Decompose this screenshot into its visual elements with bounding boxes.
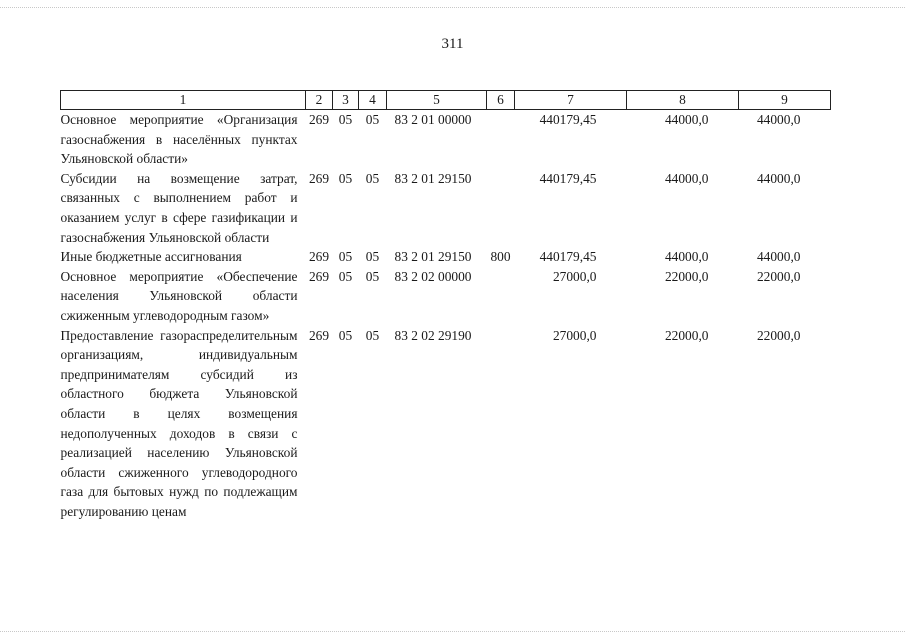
cell-target-code: 83 2 01 00000 bbox=[394, 112, 472, 127]
cell-section: 05 bbox=[338, 170, 353, 186]
table-row bbox=[61, 326, 831, 522]
page-number: 311 bbox=[441, 36, 464, 52]
column-header-1: 1 bbox=[61, 91, 306, 110]
cell-expense-type bbox=[487, 326, 515, 522]
cell-amount-9: 44000,0 bbox=[756, 249, 801, 265]
column-header-4: 4 bbox=[359, 91, 387, 110]
cell-amount-7: 27000,0 bbox=[552, 327, 597, 343]
cell-amount-9: 22000,0 bbox=[756, 327, 801, 343]
cell-target-code: 83 2 01 29150 bbox=[394, 249, 472, 265]
budget-table bbox=[60, 90, 831, 521]
cell-ministry: 269 bbox=[308, 170, 330, 186]
cell-amount-8: 22000,0 bbox=[664, 268, 709, 284]
column-header-6: 6 bbox=[487, 91, 515, 110]
column-header-8: 8 bbox=[627, 91, 739, 110]
cell-target-code: 83 2 02 29190 bbox=[394, 327, 472, 343]
cell-ministry: 269 bbox=[308, 268, 330, 284]
cell-subsection: 05 bbox=[365, 327, 380, 343]
cell-ministry: 269 bbox=[308, 249, 330, 265]
cell-ministry: 269 bbox=[308, 112, 330, 127]
cell-ministry: 269 bbox=[308, 327, 330, 343]
cell-target-code: 83 2 02 00000 bbox=[394, 268, 472, 284]
row-name: Иные бюджетные ассигнования bbox=[60, 249, 242, 265]
cell-subsection: 05 bbox=[365, 170, 380, 186]
row-name: Основное мероприятие «Организация газоснабжения в населённых пунктах Ульяновской области» bbox=[60, 112, 298, 167]
cell-subsection: 05 bbox=[365, 268, 380, 284]
cell-expense-type: 800 bbox=[490, 249, 511, 265]
scan-edge-bottom bbox=[0, 631, 905, 633]
row-name: Основное мероприятие «Обеспечение населения Ульяновской области сжиженным углеводородным газом» bbox=[60, 268, 298, 323]
cell-section: 05 bbox=[338, 249, 353, 265]
cell-amount-8: 44000,0 bbox=[664, 170, 709, 186]
cell-expense-type bbox=[487, 169, 515, 247]
table-row bbox=[61, 110, 831, 169]
scan-edge-top bbox=[0, 7, 905, 9]
cell-subsection: 05 bbox=[365, 112, 380, 127]
cell-amount-7: 440179,45 bbox=[539, 249, 597, 265]
cell-section: 05 bbox=[338, 327, 353, 343]
cell-expense-type bbox=[487, 110, 515, 169]
table-row bbox=[61, 169, 831, 247]
cell-expense-type bbox=[487, 267, 515, 326]
cell-section: 05 bbox=[338, 268, 353, 284]
column-header-7: 7 bbox=[515, 91, 627, 110]
column-header-2: 2 bbox=[306, 91, 333, 110]
cell-section: 05 bbox=[338, 112, 353, 127]
column-header-3: 3 bbox=[333, 91, 359, 110]
cell-amount-7: 440179,45 bbox=[539, 112, 597, 127]
cell-target-code: 83 2 01 29150 bbox=[394, 170, 472, 186]
cell-amount-7: 27000,0 bbox=[552, 268, 597, 284]
cell-amount-9: 44000,0 bbox=[756, 170, 801, 186]
cell-subsection: 05 bbox=[365, 249, 380, 265]
cell-amount-8: 44000,0 bbox=[664, 112, 709, 127]
column-header-9: 9 bbox=[739, 91, 831, 110]
cell-amount-7: 440179,45 bbox=[539, 170, 597, 186]
cell-amount-8: 22000,0 bbox=[664, 327, 709, 343]
cell-amount-9: 44000,0 bbox=[756, 112, 801, 127]
cell-amount-9: 22000,0 bbox=[756, 268, 801, 284]
cell-amount-8: 44000,0 bbox=[664, 249, 709, 265]
column-header-5: 5 bbox=[387, 91, 487, 110]
table-row bbox=[61, 247, 831, 267]
table-header-row bbox=[61, 91, 831, 110]
row-name: Субсидии на возмещение затрат, связанных с выполнением работ и оказанием услуг в сфере газификации и газоснабжения Ульяновской области bbox=[60, 170, 298, 245]
row-name: Предоставление газораспределительным организациям, индивидуальным предпринимателям субсидий из областного бюджета Ульяновской области в целях возмещения недополученных доходов в связи с реализацией населению Ульяновской области сжиженного углеводородного газа для бытовых нужд по подлежащим регулированию ценам bbox=[60, 327, 298, 519]
table-row bbox=[61, 267, 831, 326]
